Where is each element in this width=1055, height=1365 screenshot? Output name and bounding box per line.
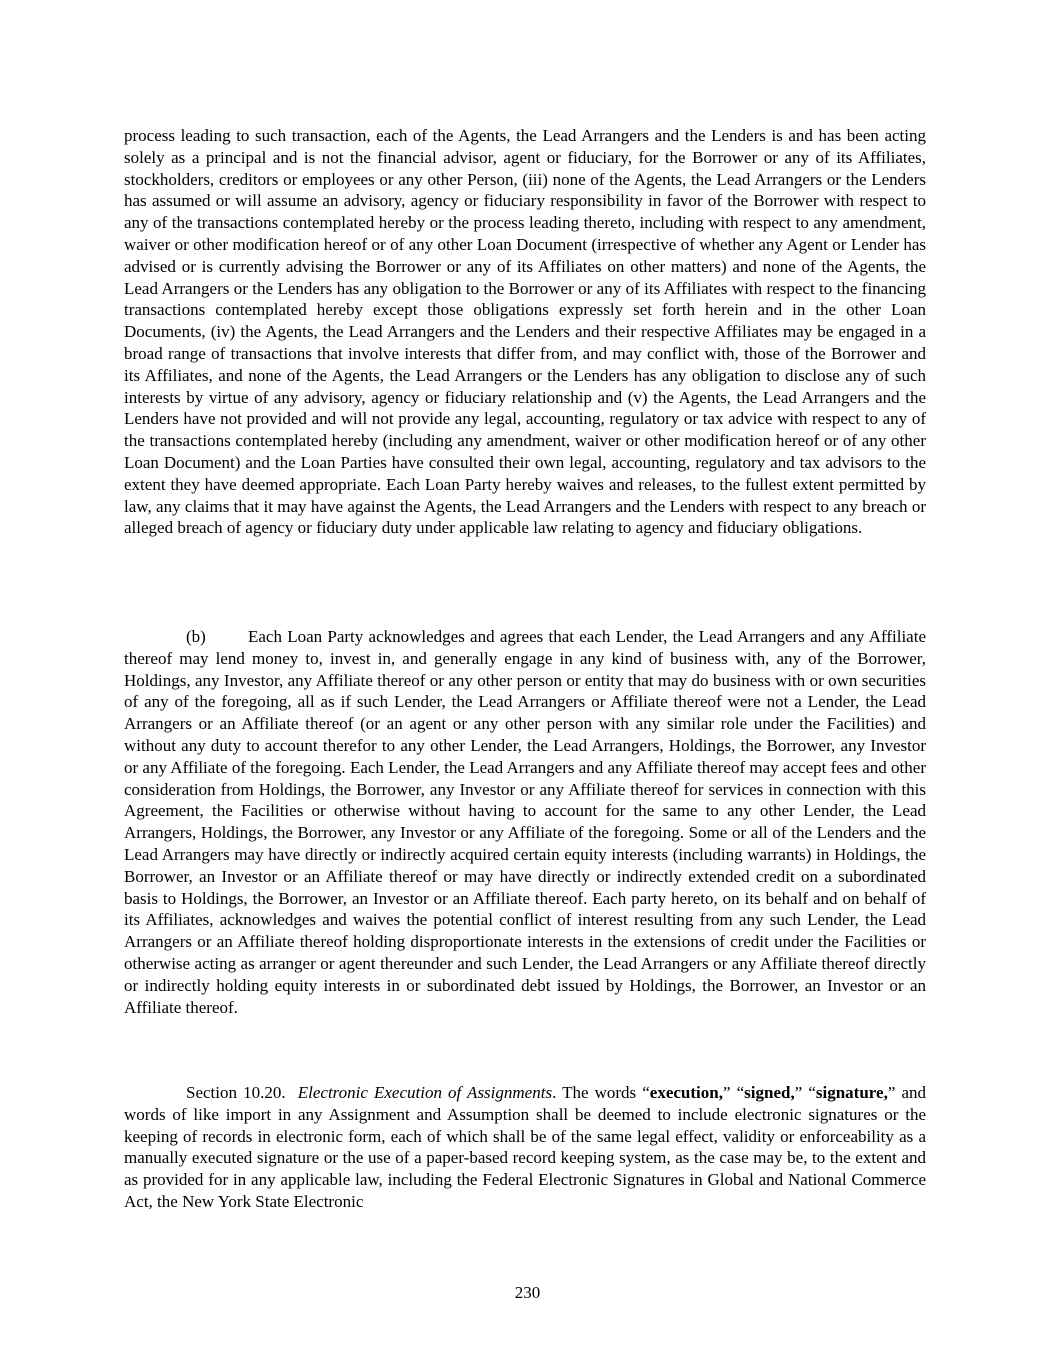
paragraph-marker: (b) [186, 627, 206, 646]
defined-term: execution, [649, 1083, 723, 1102]
defined-term: signature, [815, 1083, 888, 1102]
paragraph-b [124, 626, 926, 1018]
page-number: 230 [514, 1283, 541, 1302]
paragraph-text: process leading to such transaction, each of the Agents, the Lead Arrangers and the Lenders is and has been acting solely as a principal and is not the financial advisor, agent or fiduciary, for the Borrower or any of its Affiliates, stockholders, creditors or employees or any other Person, (iii) none of the Agents, the Lead Arrangers or the Lenders has assumed or will assume an advisory, agency or fiduciary responsibility in favor of the Borrower with respect to any of the transactions contemplated hereby or the process leading thereto, including with respect to any amendment, waiver or other modification hereof or of any other Loan Document (irrespective of whether any Agent or Lender has advised or is currently advising the Borrower or any of its Affiliates on other matters) and none of the Agents, the Lead Arrangers or the Lenders has any obligation to the Borrower or any of its Affiliates with respect to the financing transactions contemplated hereby except those obligations expressly set forth herein and in the other Loan Documents, (iv) the Agents, the Lead Arrangers and the Lenders and their respective Affiliates may be engaged in a broad range of transactions that involve interests that differ from, and may conflict with, those of the Borrower and its Affiliates, and none of the Agents, the Lead Arrangers or the Lenders has any obligation to disclose any of such interests by virtue of any advisory, agency or fiduciary relationship and (v) the Agents, the Lead Arrangers and the Lenders have not provided and will not provide any legal, accounting, regulatory or tax advice with respect to any of the transactions contemplated hereby (including any amendment, waiver or other modification hereof or of any other Loan Document) and the Loan Parties have consulted their own legal, accounting, regulatory and tax advisors to the extent they have deemed appropriate. Each Loan Party hereby waives and releases, to the fullest extent permitted by law, any claims that it may have against the Agents, the Lead Arrangers and the Lenders with respect to any breach or alleged breach of agency or fiduciary duty under applicable law relating to agency and fiduciary obligations. [124, 126, 926, 538]
defined-term: signed, [744, 1083, 795, 1102]
section-title: Electronic Execution of Assignments [297, 1083, 553, 1102]
section-number: Section 10.20. [186, 1083, 286, 1102]
text-run: ” “ [794, 1083, 816, 1102]
paragraph-continuation [124, 125, 926, 539]
paragraph-text: Each Loan Party acknowledges and agrees that each Lender, the Lead Arrangers and any Affiliate thereof may lend money to, invest in, and generally engage in any kind of business with, any of the Borrower, Holdings, any Investor, any Affiliate thereof or any other person or entity that may do business with or own securities of any of the foregoing, all as if such Lender, the Lead Arrangers or Affiliate thereof were not a Lender, the Lead Arrangers or an Affiliate thereof (or an agent or any other person with any similar role under the Facilities) and without any duty to account therefor to any other Lender, the Lead Arrangers, Holdings, the Borrower, any Investor or any Affiliate of the foregoing. Each Lender, the Lead Arrangers and any Affiliate thereof may accept fees and other consideration from Holdings, the Borrower, any Investor or any Affiliate thereof for services in connection with this Agreement, the Facilities or otherwise without having to account for the same to any other Lender, the Lead Arrangers, Holdings, the Borrower, any Investor or any Affiliate of the foregoing. Some or all of the Lenders and the Lead Arrangers may have directly or indirectly acquired certain equity interests (including warrants) in Holdings, the Borrower, an Investor or an Affiliate thereof or may have directly or indirectly extended credit on a subordinated basis to Holdings, the Borrower, an Investor or an Affiliate thereof. Each party hereto, on its behalf and on behalf of its Affiliates, acknowledges and waives the potential conflict of interest resulting from any such Lender, the Lead Arrangers or an Affiliate thereof holding disproportionate interests in the extensions of credit under the Facilities or otherwise acting as arranger or agent thereunder and such Lender, the Lead Arrangers or any Affiliate thereof directly or indirectly holding equity interests in or subordinated debt issued by Holdings, the Borrower, an Investor or an Affiliate thereof. [124, 627, 926, 1017]
section-10-20 [124, 1082, 926, 1213]
text-run: . The words “ [552, 1083, 650, 1102]
text-run: ” and words of like import in any Assignment and Assumption shall be deemed to include electronic signatures or the keeping of records in electronic form, each of which shall be of the same legal effect, validity or enforceability as a manually executed signature or the use of a paper-based record keeping system, as the case may be, to the extent and as provided for in any applicable law, including the Federal Electronic Signatures in Global and National Commerce Act, the New York State Electronic [124, 1083, 927, 1211]
text-run: ” “ [722, 1083, 745, 1102]
